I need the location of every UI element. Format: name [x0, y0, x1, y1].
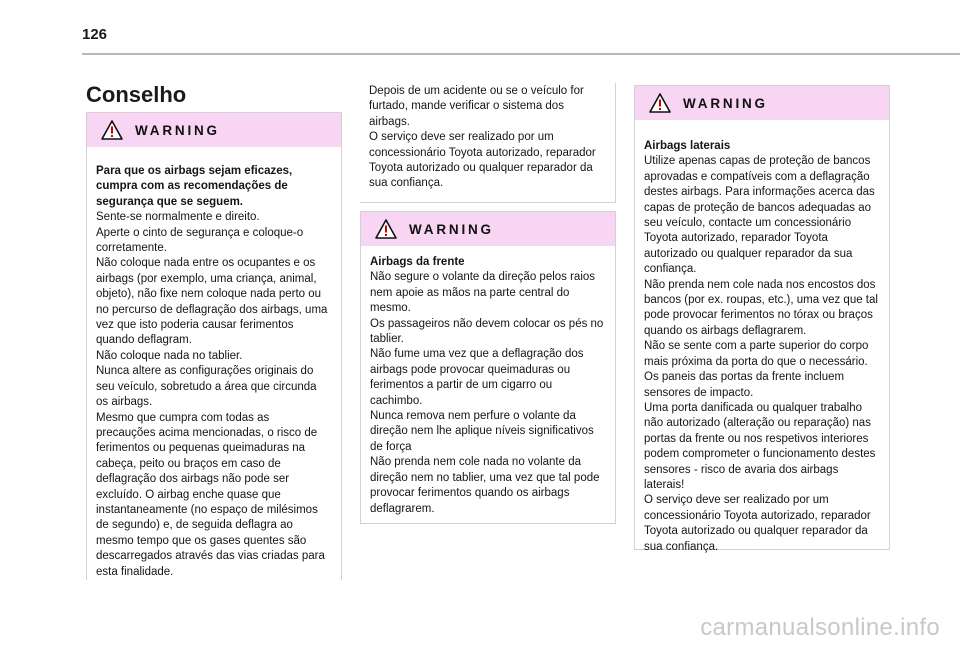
warning-lead: Para que os airbags sejam eficazes, cumpra com as recomendações de segurança que se seguem.: [96, 165, 293, 208]
warning-triangle-icon: [649, 93, 671, 113]
warning-line: Os paneis das portas da frente incluem sensores de impacto.: [644, 371, 845, 399]
warning-line: Não prenda nem cole nada no volante da direção nem no tablier, uma vez que tal pode provocar ferimentos quando os airbags deflagrarem.: [370, 456, 600, 515]
warning-line: Utilize apenas capas de proteção de bancos aprovadas e compatíveis com a deflagração destes airbags. Para informações acerca das capas de proteção de bancos adequadas ao seu veículo, contacte um concessionário Toyota autorizado, reparador Toyota autorizado ou qualquer reparador da sua confiança.: [644, 155, 875, 276]
warning-line: Mesmo que cumpra com todas as precauções acima mencionadas, o risco de ferimentos ou pequenas queimaduras na cabeça, peito ou braços em caso de deflagração dos airbags não pode ser excluído. O airbag enche quase que instantaneamente (no espaço de milésimos de segundo) e, de seguida deflagra ao mesmo tempo que os gases quentes são descarregados através das vias criadas para esta finalidade.: [96, 411, 325, 578]
warning-body: [87, 147, 341, 588]
warning-line: Sente-se normalmente e direito.: [96, 211, 260, 224]
watermark: carmanualsonline.info: [700, 614, 940, 641]
warning-line: Nunca remova nem perfure o volante da direção nem lhe aplique níveis significativos de força: [370, 410, 594, 453]
warning-line: Aperte o cinto de segurança e coloque-o corretamente.: [96, 226, 304, 255]
warning-box-side-airbags: [634, 85, 890, 553]
warning-line: Não coloque nada no tablier.: [96, 349, 243, 362]
header-rule: [82, 53, 960, 55]
warning-header: [87, 113, 341, 147]
warning-line: Nunca altere as configurações originais do seu veículo, sobretudo a área que circunda os airbags.: [96, 365, 317, 409]
warning-line: O serviço deve ser realizado por um concessionário Toyota autorizado, reparador Toyota autorizado ou qualquer reparador da sua confiança.: [644, 494, 871, 553]
warning-line: Os passageiros não devem colocar os pés no tablier.: [370, 317, 604, 346]
warning-lead: Airbags laterais: [644, 140, 731, 152]
text-line: Depois de um acidente ou se o veículo for furtado, mande verificar o sistema dos airbags.: [369, 85, 584, 128]
warning-label: WARNING: [683, 95, 768, 111]
warning-label: WARNING: [409, 221, 494, 237]
warning-lead: Airbags da frente: [370, 256, 465, 268]
warning-line: Não coloque nada entre os ocupantes e os airbags (por exemplo, uma criança, animal, objeto), não fixe nem coloque nada perto ou no percurso de deflagração dos airbags, uma vez que isto poderia causar ferimentos quando deflagram.: [96, 257, 328, 347]
warning-line: Não segure o volante da direção pelos raios nem apoie as mãos na parte central do mesmo.: [370, 271, 596, 315]
plain-text-box: [360, 83, 616, 203]
warning-header: [635, 86, 889, 120]
warning-label: WARNING: [135, 122, 220, 138]
warning-line: Não prenda nem cole nada nos encostos dos bancos (por ex. roupas, etc.), uma vez que tal pode provocar ferimentos no tórax ou braços quando os airbags deflagrarem.: [644, 278, 878, 337]
section-title: Conselho: [86, 82, 187, 107]
warning-body: [635, 120, 889, 563]
page-number: 126: [82, 26, 108, 43]
warning-line: Uma porta danificada ou qualquer trabalho não autorizado (alteração ou reparação) nas portas da frente ou nos respetivos interiores podem comprometer o funcionamento destes sensores - risco de avaria dos airbags laterais!: [644, 401, 876, 491]
warning-line: Não fume uma vez que a deflagração dos airbags pode provocar queimaduras ou ferimentos a partir de um cigarro ou cachimbo.: [370, 348, 584, 407]
warning-body: [361, 246, 615, 525]
warning-triangle-icon: [101, 120, 123, 140]
text-line: O serviço deve ser realizado por um concessionário Toyota autorizado, reparador Toyota autorizado ou qualquer reparador da sua confiança.: [369, 131, 596, 190]
warning-header: [361, 212, 615, 246]
warning-box-general: [86, 112, 342, 580]
warning-line: Não se sente com a parte superior do corpo mais próxima da porta do que o necessário.: [644, 340, 869, 368]
warning-box-front-airbags: [360, 211, 616, 524]
warning-triangle-icon: [375, 219, 397, 239]
